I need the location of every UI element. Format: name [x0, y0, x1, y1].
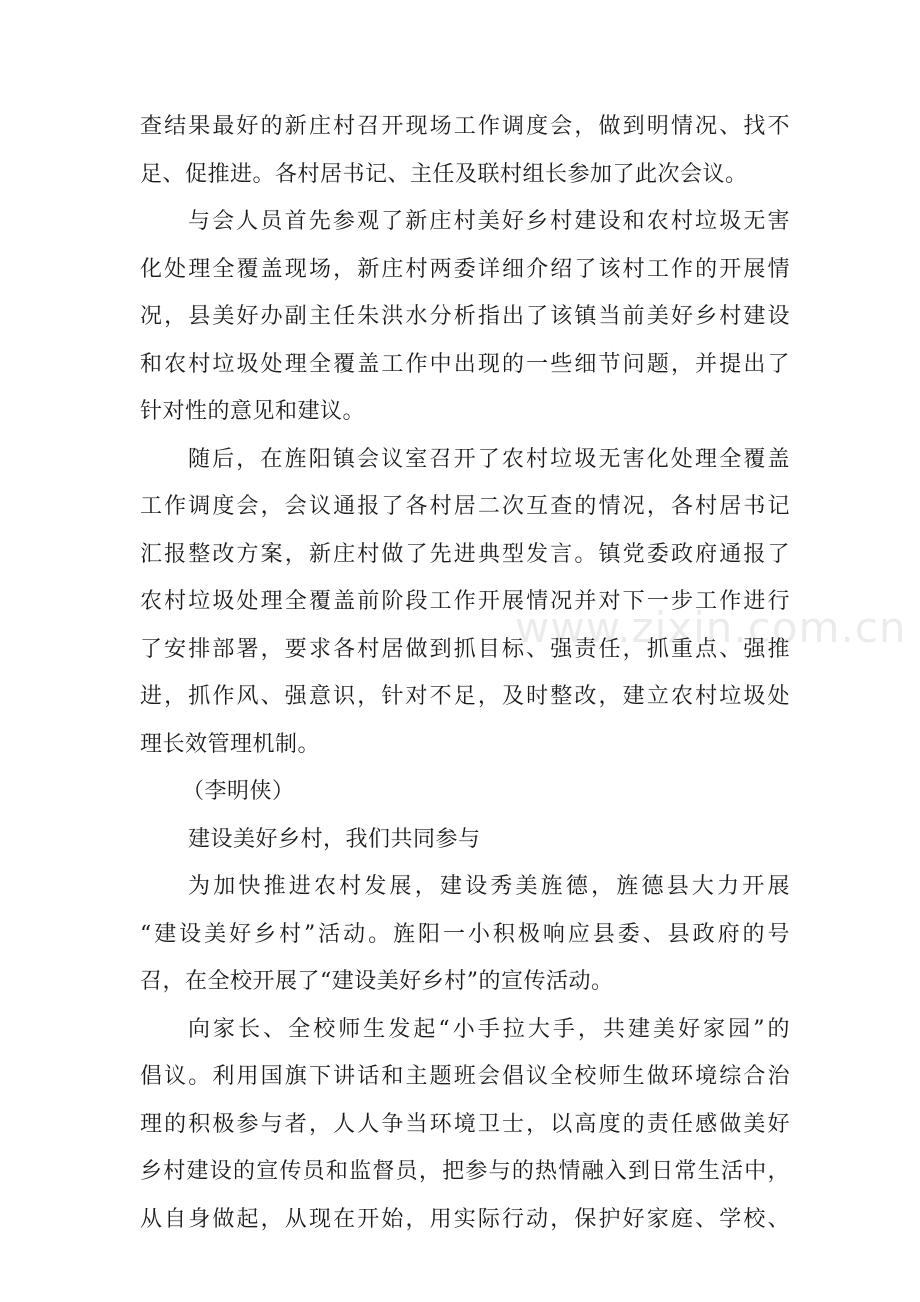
- text-line: 农村垃圾处理全覆盖前阶段工作开展情况并对下一步工作进行: [140, 589, 790, 614]
- text-line: 了安排部署，要求各村居做到抓目标、强责任，抓重点、强推: [140, 636, 790, 662]
- text-line: 针对性的意见和建议。: [140, 399, 366, 424]
- text-line: 进，抓作风、强意识，针对不足，及时整改，建立农村垃圾处: [140, 684, 790, 709]
- text-line: 工作调度会，会议通报了各村居二次互查的情况，各村居书记: [140, 494, 790, 519]
- text-line: 况，县美好办副主任朱洪水分析指出了该镇当前美好乡村建设: [140, 304, 790, 329]
- text-line: 理长效管理机制。: [140, 731, 321, 757]
- paragraph-first-line: 为加快推进农村发展，建设秀美旌德，旌德县大力开展: [188, 874, 790, 899]
- section-heading: 建设美好乡村，我们共同参与: [188, 826, 481, 852]
- author-credit: （李明侠）: [182, 779, 295, 804]
- text-line: “建设美好乡村”活动。旌阳一小积极响应县委、县政府的号: [140, 921, 790, 947]
- text-line: 乡村建设的宣传员和监督员，把参与的热情融入到日常生活中，: [140, 1159, 790, 1184]
- text-line: 足、促推进。各村居书记、主任及联村组长参加了此次会议。: [140, 161, 748, 187]
- site-watermark: www.zixin.com.cn: [515, 603, 907, 652]
- text-line: 查结果最好的新庄村召开现场工作调度会，做到明情况、找不: [140, 114, 790, 139]
- text-line: 理的积极参与者，人人争当环境卫士，以高度的责任感做美好: [140, 1111, 790, 1137]
- text-line: 和农村垃圾处理全覆盖工作中出现的一些细节问题，并提出了: [140, 351, 790, 377]
- paragraph-first-line: 向家长、全校师生发起“小手拉大手，共建美好家园”的: [188, 1016, 790, 1042]
- paragraph-first-line: 随后，在旌阳镇会议室召开了农村垃圾无害化处理全覆盖: [188, 446, 790, 472]
- text-line: 化处理全覆盖现场，新庄村两委详细介绍了该村工作的开展情: [140, 256, 790, 282]
- text-line: 召，在全校开展了“建设美好乡村”的宣传活动。: [140, 969, 614, 994]
- text-line: 倡议。利用国旗下讲话和主题班会倡议全校师生做环境综合治: [140, 1064, 790, 1089]
- paragraph-first-line: 与会人员首先参观了新庄村美好乡村建设和农村垃圾无害: [188, 209, 790, 234]
- text-line: 汇报整改方案，新庄村做了先进典型发言。镇党委政府通报了: [140, 541, 790, 567]
- text-line: 从自身做起，从现在开始，用实际行动，保护好家庭、学校、: [140, 1206, 790, 1232]
- document-body: [140, 103, 790, 1243]
